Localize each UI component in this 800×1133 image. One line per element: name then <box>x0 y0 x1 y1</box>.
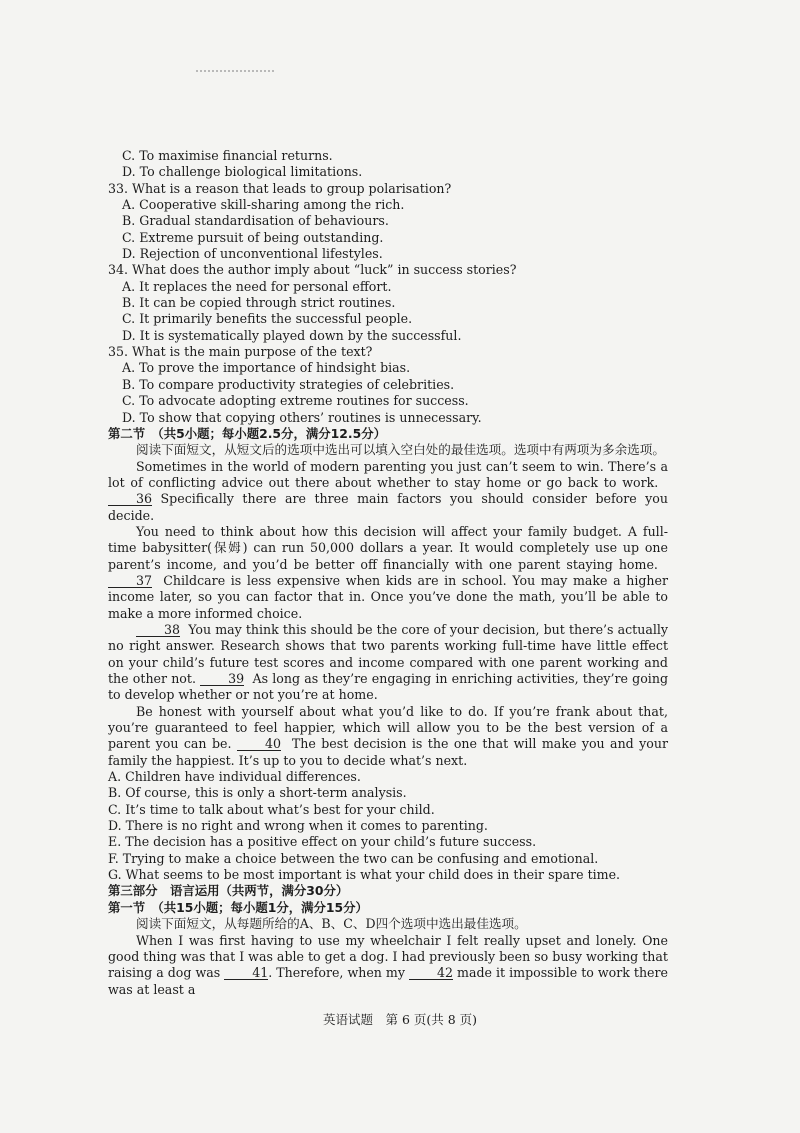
cloze-paragraph-1 <box>108 933 668 998</box>
option-b: B. Of course, this is only a short-term analysis. <box>108 785 407 801</box>
q32-option-d: D. To challenge biological limitations. <box>122 164 363 180</box>
q35-option-c: C. To advocate adopting extreme routines for success. <box>122 393 469 409</box>
blank-41: 41 <box>224 966 268 980</box>
blank-36: 36 <box>108 492 152 506</box>
q33-option-a: A. Cooperative skill-sharing among the rich. <box>122 197 405 213</box>
part3-subheading: 第一节 （共15小题；每小题1分，满分15分） <box>108 899 368 915</box>
blank-39: 39 <box>200 672 244 686</box>
q35-stem: 35. What is the main purpose of the text? <box>108 344 373 360</box>
q33-option-c: C. Extreme pursuit of being outstanding. <box>122 229 384 245</box>
paragraph-text: Specifically there are three main factors you should consider before you decide. <box>108 491 668 523</box>
q33-option-b: B. Gradual standardisation of behaviours. <box>122 213 389 229</box>
part3-instruction: 阅读下面短文，从每题所给的A、B、C、D四个选项中选出最佳选项。 <box>136 916 527 932</box>
paragraph-text: . Therefore, when my <box>268 965 405 981</box>
paragraph-text: made it impossible to work there was at least a <box>108 965 668 997</box>
page-content <box>108 148 668 998</box>
blank-38: 38 <box>136 623 180 637</box>
section2-instruction: 阅读下面短文，从短文后的选项中选出可以填入空白处的最佳选项。选项中有两项为多余选项。 <box>136 442 665 458</box>
paragraph-text: As long as they’re engaging in enriching activities, they’re going to develop whether or not you’re at home. <box>108 671 669 703</box>
paragraph-text: You may think this should be the core of your decision, but there’s actually no right answer. Research shows that two parents working full-time have little effect on your child’s future test scores and income compared with one parent working and the other not. <box>108 621 668 686</box>
blank-42: 42 <box>409 966 453 980</box>
paragraph-text: Childcare is less expensive when kids are in school. You may make a higher income later, so you can factor that in. Once you’ve done the math, you’ll be able to make a more informed choice. <box>108 572 668 621</box>
q33-option-d: D. Rejection of unconventional lifestyles. <box>122 246 383 262</box>
section2-heading: 第二节 （共5小题；每小题2.5分，满分12.5分） <box>108 425 386 441</box>
q34-option-b: B. It can be copied through strict routines. <box>122 295 396 311</box>
option-g: G. What seems to be most important is what your child does in their spare time. <box>108 867 621 883</box>
passage-paragraph-3 <box>108 622 668 704</box>
passage-paragraph-4 <box>108 704 668 769</box>
page-footer: 英语试题 第 6 页(共 8 页) <box>322 1012 478 1027</box>
paragraph-text: Sometimes in the world of modern parenting you just can’t seem to win. There’s a lot of conflicting advice out there about whether to stay home or go back to work. <box>108 458 668 490</box>
option-f: F. Trying to make a choice between the two can be confusing and emotional. <box>108 850 599 866</box>
option-c: C. It’s time to talk about what’s best for your child. <box>108 801 435 817</box>
paragraph-text: The best decision is the one that will make you and your family the happiest. It’s up to you to decide what’s next. <box>108 736 668 768</box>
q32-option-c: C. To maximise financial returns. <box>122 148 333 163</box>
q34-option-c: C. It primarily benefits the successful people. <box>122 311 413 327</box>
paragraph-text: Be honest with yourself about what you’d like to do. If you’re frank about that, you’re guaranteed to feel happier, which will allow you to be the best version of a parent you can be. <box>108 703 668 752</box>
q35-option-b: B. To compare productivity strategies of celebrities. <box>122 376 455 392</box>
q35-option-d: D. To show that copying others’ routines is unnecessary. <box>122 409 482 425</box>
scan-artifact <box>196 70 274 76</box>
option-e: E. The decision has a positive effect on your child’s future success. <box>108 834 537 850</box>
part3-heading: 第三部分 语言运用（共两节，满分30分） <box>108 883 349 899</box>
blank-40: 40 <box>237 737 281 751</box>
passage-paragraph-1 <box>108 459 668 524</box>
q35-option-a: A. To prove the importance of hindsight bias. <box>122 360 411 376</box>
q34-option-a: A. It replaces the need for personal effort. <box>122 278 392 294</box>
paragraph-text: You need to think about how this decision will affect your family budget. A full-time babysitter(保姆) can run 50,000 dollars a year. It would completely use up one parent’s income, and you’d be better off financially with one parent staying home. <box>108 523 668 572</box>
q34-option-d: D. It is systematically played down by the successful. <box>122 327 462 343</box>
passage-paragraph-2 <box>108 524 668 622</box>
q34-stem: 34. What does the author imply about “luck” in success stories? <box>108 262 517 278</box>
q33-stem: 33. What is a reason that leads to group polarisation? <box>108 180 452 196</box>
blank-37: 37 <box>108 574 152 588</box>
option-a: A. Children have individual differences. <box>108 769 361 785</box>
paragraph-text: When I was first having to use my wheelchair I felt really upset and lonely. One good thing was that I was able to get a dog. I had previously been so busy working that raising a dog was <box>108 932 668 981</box>
option-d: D. There is no right and wrong when it comes to parenting. <box>108 818 488 834</box>
